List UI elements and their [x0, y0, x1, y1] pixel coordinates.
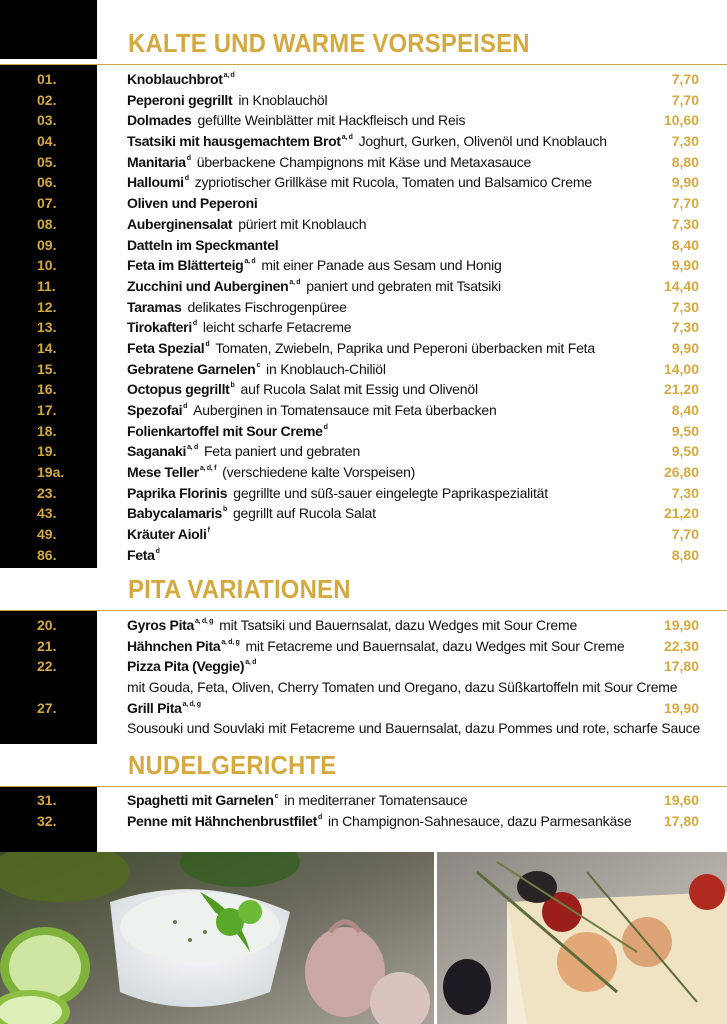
item-number: 86.: [37, 546, 57, 563]
item-number: 03.: [37, 112, 57, 129]
item-price: 10,60: [663, 112, 699, 129]
menu-item: [0, 400, 727, 421]
item-description: gegrillt auf Rucola Salat: [232, 505, 376, 522]
allergen-codes: d: [186, 154, 191, 162]
item-number: 02.: [37, 91, 57, 108]
item-description: mit Gouda, Feta, Oliven, Cherry Tomaten und Oregano, dazu Süßkartoffeln mit Sour Creme: [127, 679, 678, 696]
allergen-codes: a, d: [244, 258, 256, 266]
item-number: 19.: [37, 443, 57, 460]
item-name: [127, 524, 210, 545]
item-name: [127, 379, 478, 400]
menu-item: [0, 483, 727, 504]
item-number: 12.: [37, 298, 57, 315]
item-description: (verschiedene kalte Vorspeisen): [222, 464, 416, 481]
menu-item: [0, 69, 727, 90]
menu-item: [0, 503, 727, 524]
menu-item: [0, 790, 727, 811]
item-name: [127, 338, 595, 359]
item-name: [127, 235, 278, 256]
item-price: 19,90: [663, 699, 699, 716]
item-name-text: Kräuter Aioli: [127, 526, 207, 543]
allergen-codes: a, d, g: [182, 700, 201, 708]
allergen-codes: d: [317, 813, 322, 821]
menu-item: [0, 359, 727, 380]
item-description: püriert mit Knoblauch: [238, 215, 367, 232]
menu-item: [0, 636, 727, 657]
menu-item: [0, 131, 727, 152]
item-name: [127, 317, 351, 338]
item-price: 9,50: [671, 422, 699, 439]
menu-item: [0, 297, 727, 318]
item-description: in Knoblauch-Chiliöl: [266, 360, 386, 377]
item-price: 21,20: [663, 381, 699, 398]
item-name: [127, 359, 386, 380]
item-name: [127, 503, 376, 524]
item-name-text: Tirokafteri: [127, 319, 192, 336]
item-number: 17.: [37, 402, 57, 418]
item-price: 8,80: [671, 153, 699, 170]
item-name-text: Pizza Pita (Veggie): [127, 658, 245, 675]
item-description: gegrillte und süß-sauer eingelegte Paprikaspezialität: [233, 484, 548, 501]
item-number: 23.: [37, 484, 57, 501]
item-number: 08.: [37, 215, 57, 232]
item-name-text: Feta: [127, 546, 155, 563]
item-name: [127, 636, 624, 657]
item-price: 14,00: [663, 360, 699, 377]
item-name-text: Tsatsiki mit hausgemachtem Brot: [127, 133, 341, 150]
item-price: 7,70: [671, 91, 699, 108]
item-name-text: Spaghetti mit Garnelen: [127, 792, 274, 808]
menu-item: [0, 255, 727, 276]
menu-item: [0, 421, 727, 442]
item-number: 11.: [37, 277, 56, 294]
item-price: 7,30: [671, 484, 699, 501]
item-number: 13.: [37, 319, 57, 336]
allergen-codes: a, d: [223, 72, 235, 79]
item-name-text: Grill Pita: [127, 699, 182, 716]
item-name-text: Paprika Florinis: [127, 484, 228, 501]
item-name: [127, 255, 502, 276]
item-name-text: Knoblauchbrot: [127, 71, 223, 87]
item-price: 8,80: [671, 546, 699, 563]
item-number: 04.: [37, 133, 57, 150]
item-number: 06.: [37, 174, 57, 191]
item-number: 16.: [37, 381, 57, 398]
menu-item: [0, 317, 727, 338]
item-name-text: Folienkartoffel mit Sour Creme: [127, 422, 323, 439]
item-name-text: Octopus gegrillt: [127, 381, 230, 398]
item-price: 9,50: [671, 443, 699, 460]
item-number: 07.: [37, 195, 57, 212]
item-description: in Champignon-Sahnesauce, dazu Parmesankäse: [327, 812, 632, 829]
item-description: in Knoblauchöl: [238, 91, 328, 108]
menu-item: [0, 698, 727, 719]
menu-item: [0, 235, 727, 256]
allergen-codes: b: [222, 506, 227, 514]
item-name-text: Zucchini und Auberginen: [127, 277, 289, 294]
item-name-text: Datteln im Speckmantel: [127, 236, 279, 253]
item-name: [127, 615, 577, 636]
item-name: [127, 698, 201, 719]
item-number: 14.: [37, 339, 57, 356]
item-price: 19,90: [663, 617, 699, 633]
item-price: 8,40: [671, 236, 699, 253]
item-description: Auberginen in Tomatensauce mit Feta überbacken: [193, 402, 497, 418]
menu-item: [0, 90, 727, 111]
menu-item-subline: [0, 677, 727, 698]
item-price: 21,20: [663, 505, 699, 522]
item-name: [127, 297, 347, 318]
item-price: 7,30: [671, 298, 699, 315]
photo-strip: [0, 852, 727, 1024]
item-description: gefüllte Weinblätter mit Hackfleisch und Reis: [197, 112, 466, 129]
section-title-vorspeisen: KALTE UND WARME VORSPEISEN: [128, 28, 530, 58]
menu-list-vorspeisen: [0, 69, 727, 566]
allergen-codes: a, d: [245, 659, 257, 667]
item-name-text: Peperoni gegrillt: [127, 91, 233, 108]
feta-photo: [437, 852, 727, 1024]
menu-item: [0, 524, 727, 545]
item-number: 05.: [37, 153, 57, 170]
item-description: Feta paniert und gebraten: [203, 443, 361, 460]
item-number: 31.: [37, 792, 57, 808]
item-price: 9,90: [671, 174, 699, 191]
menu-item: [0, 462, 727, 483]
item-name-text: Saganaki: [127, 443, 187, 460]
item-name-text: Penne mit Hähnchenbrustfilet: [127, 812, 317, 829]
item-name-text: Oliven und Peperoni: [127, 195, 258, 212]
allergen-codes: a, d: [341, 134, 353, 142]
allergen-codes: d: [184, 175, 189, 183]
allergen-codes: d: [205, 340, 210, 348]
allergen-codes: d: [323, 423, 328, 431]
allergen-codes: d: [183, 403, 188, 410]
section-rule: [0, 610, 727, 611]
item-price: 17,80: [663, 658, 699, 675]
item-description: Sousouki und Souvlaki mit Fetacreme und Bauernsalat, dazu Pommes und rote, scharfe Sauce: [127, 720, 701, 737]
item-number: 22.: [37, 658, 57, 675]
item-price: 9,90: [671, 339, 699, 356]
black-sidebar-top: [0, 0, 97, 59]
item-name: [127, 483, 548, 504]
item-name: [127, 656, 256, 677]
item-name-text: Mese Teller: [127, 464, 199, 481]
item-name: [127, 152, 531, 173]
item-description: in mediterraner Tomatensauce: [284, 792, 468, 808]
item-name-text: Spezofai: [127, 402, 183, 418]
item-price: 19,60: [663, 792, 699, 808]
item-number: 01.: [37, 71, 57, 87]
item-name: [127, 172, 592, 193]
item-price: 7,30: [671, 319, 699, 336]
item-description: zypriotischer Grillkäse mit Rucola, Tomaten und Balsamico Creme: [194, 174, 592, 191]
menu-item: [0, 615, 727, 636]
item-description: mit Fetacreme und Bauernsalat, dazu Wedges mit Sour Creme: [245, 637, 625, 654]
item-number: 21.: [37, 637, 57, 654]
item-name-text: Taramas: [127, 298, 182, 315]
section-title-nudel: NUDELGERICHTE: [128, 750, 337, 780]
item-description: Tomaten, Zwiebeln, Paprika und Peperoni überbacken mit Feta: [215, 339, 595, 356]
item-description: paniert und gebraten mit Tsatsiki: [306, 277, 501, 294]
item-price: 7,30: [671, 133, 699, 150]
item-name-text: Babycalamaris: [127, 505, 222, 522]
item-description: auf Rucola Salat mit Essig und Olivenöl: [240, 381, 478, 398]
allergen-codes: a, d: [289, 278, 301, 286]
menu-item: [0, 276, 727, 297]
menu-item: [0, 441, 727, 462]
item-description: delikates Fischrogenpüree: [187, 298, 347, 315]
item-name-text: Gyros Pita: [127, 617, 195, 633]
item-number: 49.: [37, 526, 57, 543]
item-price: 7,70: [671, 71, 699, 87]
section-title-pita: PITA VARIATIONEN: [128, 574, 351, 604]
item-number: 19a.: [37, 464, 65, 481]
item-name: [127, 811, 631, 832]
item-name: [127, 462, 415, 483]
item-number: 09.: [37, 236, 57, 253]
item-number: 27.: [37, 699, 57, 716]
item-price: 7,70: [671, 526, 699, 543]
menu-item: [0, 338, 727, 359]
item-description: Joghurt, Gurken, Olivenöl und Knoblauch: [358, 133, 607, 150]
item-price: 26,80: [663, 464, 699, 481]
item-name: [127, 421, 328, 442]
item-name: [127, 441, 360, 462]
item-name: [127, 110, 465, 131]
item-description: überbackene Champignons mit Käse und Metaxasauce: [196, 153, 532, 170]
item-name-text: Hähnchen Pita: [127, 637, 221, 654]
item-name-text: Halloumi: [127, 174, 184, 191]
menu-item: [0, 214, 727, 235]
item-name-text: Gebratene Garnelen: [127, 360, 256, 377]
item-description: mit Tsatsiki und Bauernsalat, dazu Wedges mit Sour Creme: [219, 617, 578, 633]
item-name: [127, 131, 607, 152]
item-name: [127, 400, 497, 421]
item-name: [127, 790, 468, 811]
section-rule: [0, 64, 727, 65]
menu-item: [0, 545, 727, 566]
menu-item: [0, 811, 727, 832]
item-price: 7,30: [671, 215, 699, 232]
item-description: leicht scharfe Fetacreme: [202, 319, 352, 336]
item-name-text: Feta Spezial: [127, 339, 205, 356]
item-name: [127, 214, 366, 235]
item-number: 43.: [37, 505, 57, 522]
menu-item: [0, 193, 727, 214]
item-name-text: Manitaria: [127, 153, 186, 170]
allergen-codes: f: [207, 527, 210, 535]
menu-item: [0, 152, 727, 173]
item-price: 17,80: [663, 812, 699, 829]
item-name-text: Feta im Blätterteig: [127, 257, 244, 274]
item-name: [127, 193, 257, 214]
item-price: 9,90: [671, 257, 699, 274]
allergen-codes: b: [230, 382, 235, 390]
item-price: 14,40: [663, 277, 699, 294]
item-name-text: Auberginensalat: [127, 215, 233, 232]
allergen-codes: c: [256, 361, 261, 369]
allergen-codes: a, d: [187, 444, 198, 452]
allergen-codes: a, d, f: [199, 465, 217, 473]
item-name-text: Dolmades: [127, 112, 192, 129]
allergen-codes: c: [274, 793, 279, 800]
item-price: 22,30: [663, 637, 699, 654]
item-name: [127, 276, 501, 297]
item-price: 8,40: [671, 402, 699, 418]
tzatziki-photo: [0, 852, 434, 1024]
allergen-codes: a, d, g: [221, 638, 240, 646]
item-number: 10.: [37, 257, 57, 274]
menu-item: [0, 172, 727, 193]
menu-item: [0, 656, 727, 677]
menu-list-pita: [0, 615, 727, 739]
item-name: [127, 545, 160, 566]
item-price: 7,70: [671, 195, 699, 212]
item-number: 18.: [37, 422, 57, 439]
allergen-codes: a, d, g: [195, 618, 214, 625]
section-rule: [0, 786, 727, 787]
item-number: 15.: [37, 360, 57, 377]
item-number: 32.: [37, 812, 57, 829]
menu-item-subline: [0, 718, 727, 739]
allergen-codes: d: [155, 547, 160, 555]
item-name: [127, 69, 235, 90]
allergen-codes: d: [192, 320, 197, 328]
item-description: mit einer Panade aus Sesam und Honig: [261, 257, 502, 274]
item-number: 20.: [37, 617, 57, 633]
menu-item: [0, 379, 727, 400]
item-name: [127, 90, 327, 111]
menu-item: [0, 110, 727, 131]
menu-list-nudel: [0, 790, 727, 831]
